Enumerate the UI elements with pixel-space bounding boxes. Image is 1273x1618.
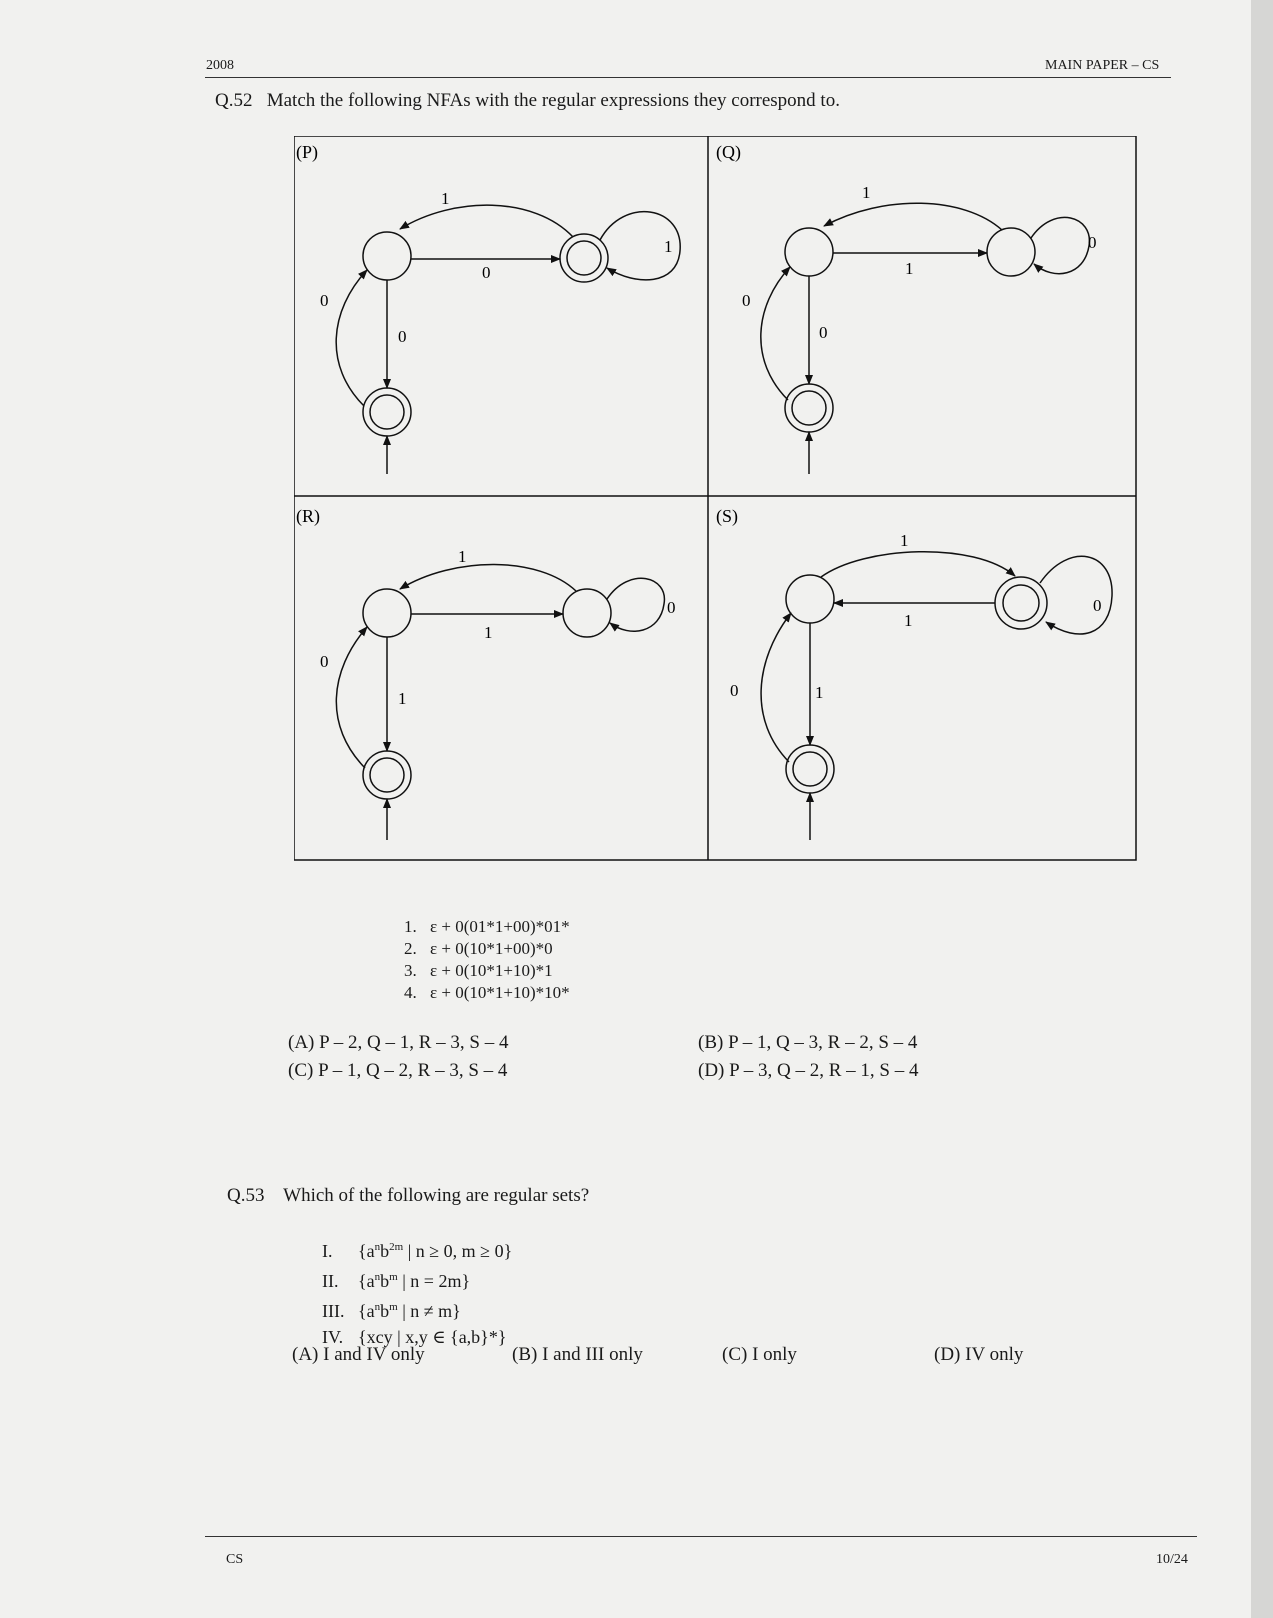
- q52-option-b[interactable]: (B) P – 1, Q – 3, R – 2, S – 4: [698, 1032, 918, 1053]
- s-edge-1-top: [821, 552, 1015, 577]
- p-label-0-back: 0: [320, 291, 329, 310]
- p-label-0-mid: 0: [482, 263, 491, 282]
- q52-prompt: [215, 90, 840, 112]
- q-start-state: [785, 228, 833, 276]
- s-label-1-down: 1: [815, 683, 824, 702]
- p-label-0-down: 0: [398, 327, 407, 346]
- q53-set-list: [322, 1234, 512, 1350]
- panel-label-p: (P): [296, 142, 318, 162]
- s-label-0-back: 0: [730, 681, 739, 700]
- panel-label-s: (S): [716, 506, 738, 526]
- q-label-0-loop: 0: [1088, 233, 1097, 252]
- set-item: [322, 1264, 512, 1294]
- q-state-bottom-accept-ring: [792, 391, 826, 425]
- expression-number: 3.: [404, 961, 417, 980]
- nfa-s: [716, 506, 1112, 840]
- p-edge-1-top: [400, 205, 573, 237]
- nfa-figure: [294, 136, 1138, 862]
- panel-label-q: (Q): [716, 142, 741, 162]
- q53-option-c[interactable]: (C) I only: [722, 1344, 797, 1365]
- set-number: IV.: [322, 1327, 344, 1347]
- r-label-1-mid: 1: [484, 623, 493, 642]
- p-state-right-accept-ring: [567, 241, 601, 275]
- q-label-0-down: 0: [819, 323, 828, 342]
- expression-text: ε + 0(01*1+00)*01*: [430, 917, 570, 936]
- r-label-1-down: 1: [398, 689, 407, 708]
- r-edge-0-back: [336, 627, 367, 768]
- r-label-0-back: 0: [320, 652, 329, 671]
- expression-number: 4.: [404, 983, 417, 1002]
- expression-item: [404, 938, 570, 960]
- expression-number: 1.: [404, 917, 417, 936]
- figure-frame: [294, 136, 1136, 860]
- s-label-1-top: 1: [900, 531, 909, 550]
- q52-text: Match the following NFAs with the regular expressions they correspond to.: [266, 90, 840, 111]
- q53-number: Q.53: [227, 1185, 265, 1206]
- q53-option-b[interactable]: (B) I and III only: [512, 1344, 643, 1365]
- s-state-bottom-accept-ring: [793, 752, 827, 786]
- q52-option-a[interactable]: (A) P – 2, Q – 1, R – 3, S – 4: [288, 1032, 509, 1053]
- set-expression: {$a^nb^m$ | n ≠ m}: [358, 1301, 461, 1321]
- set-number: II.: [322, 1271, 339, 1291]
- q-label-0-back: 0: [742, 291, 751, 310]
- s-edge-0-back: [761, 613, 791, 762]
- footer-rule: [205, 1536, 1197, 1537]
- panel-label-r: (R): [296, 506, 320, 526]
- header-paper: MAIN PAPER – CS: [1045, 58, 1160, 73]
- r-state-right: [563, 589, 611, 637]
- r-edge-1-top: [400, 564, 576, 591]
- p-label-1-top: 1: [441, 189, 450, 208]
- expression-text: ε + 0(10*1+10)*10*: [430, 983, 570, 1002]
- set-number: I.: [322, 1241, 333, 1261]
- r-label-0-loop: 0: [667, 598, 676, 617]
- q53-option-a[interactable]: (A) I and IV only: [292, 1344, 425, 1365]
- expression-text: ε + 0(10*1+00)*0: [430, 939, 553, 958]
- footer-subject: CS: [226, 1552, 244, 1567]
- header-year: 2008: [206, 58, 234, 73]
- s-label-1-mid: 1: [904, 611, 913, 630]
- q52-expression-list: [404, 916, 570, 1004]
- page-edge: [1251, 0, 1273, 1618]
- expression-item: [404, 960, 570, 982]
- nfa-p: [296, 142, 680, 474]
- q-edge-1-top: [824, 203, 1002, 230]
- r-label-1-top: 1: [458, 547, 467, 566]
- q-self-loop-0: [1031, 217, 1089, 273]
- s-label-0-loop: 0: [1093, 596, 1102, 615]
- q52-option-d[interactable]: (D) P – 3, Q – 2, R – 1, S – 4: [698, 1060, 919, 1081]
- set-item: [322, 1294, 512, 1324]
- footer-page-number: 10/24: [1156, 1552, 1188, 1567]
- expression-item: [404, 982, 570, 1004]
- r-start-state: [363, 589, 411, 637]
- s-state-right-accept-ring: [1003, 585, 1039, 621]
- p-start-state: [363, 232, 411, 280]
- q53-option-d[interactable]: (D) IV only: [934, 1344, 1024, 1365]
- q-label-1-mid: 1: [905, 259, 914, 278]
- set-expression: {$a^nb^{2m}$ | n ≥ 0, m ≥ 0}: [358, 1241, 513, 1261]
- expression-text: ε + 0(10*1+10)*1: [430, 961, 553, 980]
- expression-item: [404, 916, 570, 938]
- expression-number: 2.: [404, 939, 417, 958]
- r-self-loop-0: [607, 578, 664, 631]
- r-state-bottom-accept-ring: [370, 758, 404, 792]
- q-state-right: [987, 228, 1035, 276]
- p-label-1-loop: 1: [664, 237, 673, 256]
- p-edge-0-back: [336, 270, 367, 406]
- q-edge-0-back: [761, 267, 790, 400]
- nfa-r: [296, 506, 676, 840]
- s-start-state: [786, 575, 834, 623]
- q52-number: Q.52: [215, 90, 253, 111]
- set-expression: {$a^nb^m$ | n = 2m}: [358, 1271, 471, 1291]
- set-expression: {xcy | x,y ∈ {a,b}*}: [358, 1327, 507, 1347]
- p-state-bottom-accept-ring: [370, 395, 404, 429]
- q52-option-c[interactable]: (C) P – 1, Q – 2, R – 3, S – 4: [288, 1060, 508, 1081]
- set-item: [322, 1234, 512, 1264]
- set-number: III.: [322, 1301, 345, 1321]
- header-rule: [205, 77, 1171, 78]
- q53-text: Which of the following are regular sets?: [283, 1185, 590, 1206]
- q-label-1-top: 1: [862, 183, 871, 202]
- q53-prompt: [227, 1185, 589, 1207]
- nfa-q: [716, 142, 1097, 474]
